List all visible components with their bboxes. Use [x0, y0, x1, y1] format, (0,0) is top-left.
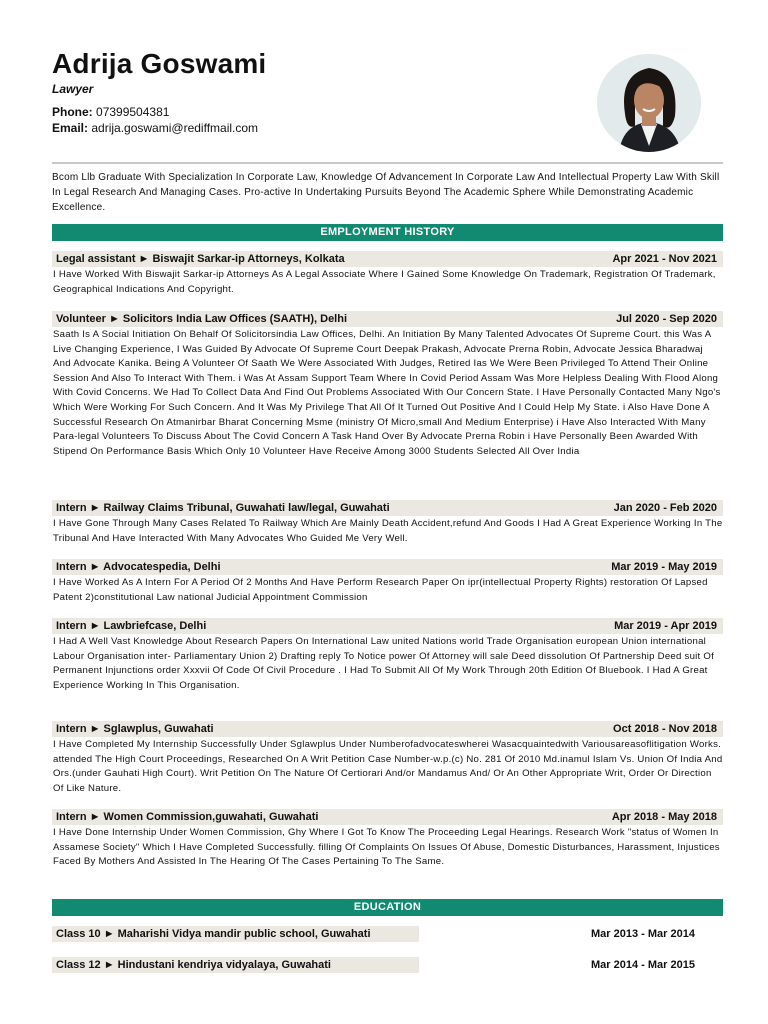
- email-value: adrija.goswami@rediffmail.com: [91, 121, 259, 135]
- job-entry: [52, 251, 723, 297]
- email-line: [52, 121, 258, 135]
- job-heading-row: [52, 721, 723, 737]
- job-dates: Mar 2019 - Apr 2019: [614, 620, 717, 632]
- education-dates: Mar 2014 - Mar 2015: [591, 959, 695, 971]
- employment-section-title: EMPLOYMENT HISTORY: [52, 224, 723, 241]
- job-title: Intern ► Women Commission,guwahati, Guwahati: [56, 811, 319, 823]
- job-heading-row: [52, 559, 723, 575]
- phone-line: [52, 105, 169, 119]
- job-title: Legal assistant ► Biswajit Sarkar-ip Attorneys, Kolkata: [56, 253, 345, 265]
- education-entry: [52, 926, 723, 942]
- job-title: Intern ► Railway Claims Tribunal, Guwahati law/legal, Guwahati: [56, 502, 390, 514]
- job-heading-row: [52, 500, 723, 516]
- education-heading: [52, 957, 419, 973]
- job-entry: [52, 721, 723, 796]
- job-description: I Have Completed My Internship Successfully Under Sglawplus Under Numberofadvocateswherei Wasacquaintedwith Variousareasoflitigation Works. attended The High Court Proceedings, Researched On A Writ Petition Case Number-w.p.(c) No. 281 Of 2010 Md.inamul Islam Vs. Union Of India And Ors.(under Gauhati High Court). Writ Petition On The Nature Of Certiorari And/or Mandamus And/ Or An Other Appropriate Writ, Order Or Direction Of Like Nature.: [53, 739, 723, 794]
- job-heading-row: [52, 809, 723, 825]
- job-description: I Have Worked With Biswajit Sarkar-ip Attorneys As A Legal Associate Where I Gained Some Knowledge On Trademark, Registration Of Trademark, Geographical Indications And Copyright.: [53, 269, 716, 295]
- job-dates: Apr 2018 - May 2018: [611, 811, 717, 823]
- education-title: Class 10 ► Maharishi Vidya mandir public school, Guwahati: [56, 928, 371, 940]
- job-dates: Mar 2019 - May 2019: [611, 561, 717, 573]
- job-description: I Have Done Internship Under Women Commission, Ghy Where I Got To Know The Proceeding Legal Hearings. Research Work "status of Women In Assamese Society" Which I Have Completed Successfully. filling Of Complaints On Issues Of Abuse, Domestic Disturbances, Harassment, Injustices Faced By Mothers And Assisted In The Hearing Of The Cases Pertaining To The Same.: [53, 827, 720, 868]
- education-dates: Mar 2013 - Mar 2014: [591, 928, 695, 940]
- profile-photo-illustration: [597, 54, 701, 152]
- job-title: Intern ► Lawbriefcase, Delhi: [56, 620, 207, 632]
- job-description: I Have Gone Through Many Cases Related To Railway Which Are Mainly Death Accident,refund And Goods I Had A Great Experience Working In The Tribunal And Have Interacted With Many Advocates Who Guided Me Very Well.: [53, 518, 723, 544]
- professional-summary: Bcom Llb Graduate With Specialization In Corporate Law, Knowledge Of Advancement In Corporate Law And Intellectual Property Law With Skill In Legal Research And Managing Cases. Pro-active In Undertaking Pursuits Beyond The Academic Sphere While Demonstrating Academic Excellence.: [52, 172, 720, 213]
- job-heading-row: [52, 311, 723, 327]
- job-description: Saath Is A Social Initiation On Behalf Of Solicitorsindia Law Offices, Delhi. An Initiation By Many Talented Advocates Of Supreme Court. this Was A Live Changing Experience, I Was Guided By Advocate Of Supreme Court Deepak Prakash, Advocate Prerna Robin, Advocate Jessica Bharadwaj And Advocate Kanika. Being A Volunteer Of Saath We Were Associated With Judges, Retired Ias We Were Been Privileged To Attend Their Online Session And Also To Interact With Them. i Was At Assam Support Team Where In Covid Period Assam Was More Helpless Dealing With Flood Along With Covid Concerns. We Had To Collect Data And Find Out Problems Associated With Our Concern State. I Have Personally Contacted Many Ngo's Which Were Working For Such Concern. And It Was My Privilege That All Of It Turned Out Positive And I Could Help My State. i Also Have Done A Successful Research On Atmanirbar Bharat Concerning Msme (ministry Of Micro,small And Medium Enterprise) i Have Also Interacted With Many Para-legal Volunteers To Discuss About The Covid Concern A Task Hand Over By Advocate Prerna Robin i Have Personally Been Awarded With Stipend On Performance Basis Which Only 10 Volunteer Have Receive Among 3000 Students Selected All Over India: [53, 329, 721, 457]
- job-description: I Had A Well Vast Knowledge About Research Papers On International Law united Nations world Trade Organisation european Union international Labour Organisation inter- Parliamentary Union 2) Drafting reply To Notice power Of Attorney will sale Deed dissolution Of Partnership Deed suit Of Permanent Injunctions order Xxxvii Of Code Of Civil Procedure . I Had To Submit All Of My Work Through 20th Edition Of Bluebook. I Had A Great Experience Working In This Organisation.: [53, 636, 714, 691]
- phone-label: Phone:: [52, 105, 93, 119]
- profile-photo: [597, 54, 701, 152]
- education-entry: [52, 957, 723, 973]
- job-entry: [52, 809, 723, 870]
- education-title: Class 12 ► Hindustani kendriya vidyalaya, Guwahati: [56, 959, 331, 971]
- job-entry: [52, 500, 723, 546]
- job-title: Volunteer ► Solicitors India Law Offices (SAATH), Delhi: [56, 313, 348, 325]
- job-title: Intern ► Sglawplus, Guwahati: [56, 723, 214, 735]
- job-dates: Jan 2020 - Feb 2020: [613, 502, 717, 514]
- candidate-role: Lawyer: [52, 82, 94, 96]
- job-entry: [52, 311, 723, 459]
- job-entry: [52, 618, 723, 693]
- education-section-title: EDUCATION: [52, 899, 723, 916]
- job-dates: Oct 2018 - Nov 2018: [613, 723, 717, 735]
- education-heading: [52, 926, 419, 942]
- job-heading-row: [52, 251, 723, 267]
- candidate-name: Adrija Goswami: [52, 48, 267, 79]
- header-divider: [52, 162, 723, 164]
- job-dates: Jul 2020 - Sep 2020: [616, 313, 717, 325]
- job-dates: Apr 2021 - Nov 2021: [612, 253, 717, 265]
- job-description: I Have Worked As A Intern For A Period Of 2 Months And Have Perform Research Paper On ipr(intellectual Property Rights) restoration Of Lapsed Patent 2)constitutional Law national Judicial Appointment Commission: [53, 577, 708, 603]
- job-title: Intern ► Advocatespedia, Delhi: [56, 561, 221, 573]
- email-label: Email:: [52, 121, 89, 135]
- phone-value: 07399504381: [96, 105, 170, 119]
- job-entry: [52, 559, 723, 605]
- job-heading-row: [52, 618, 723, 634]
